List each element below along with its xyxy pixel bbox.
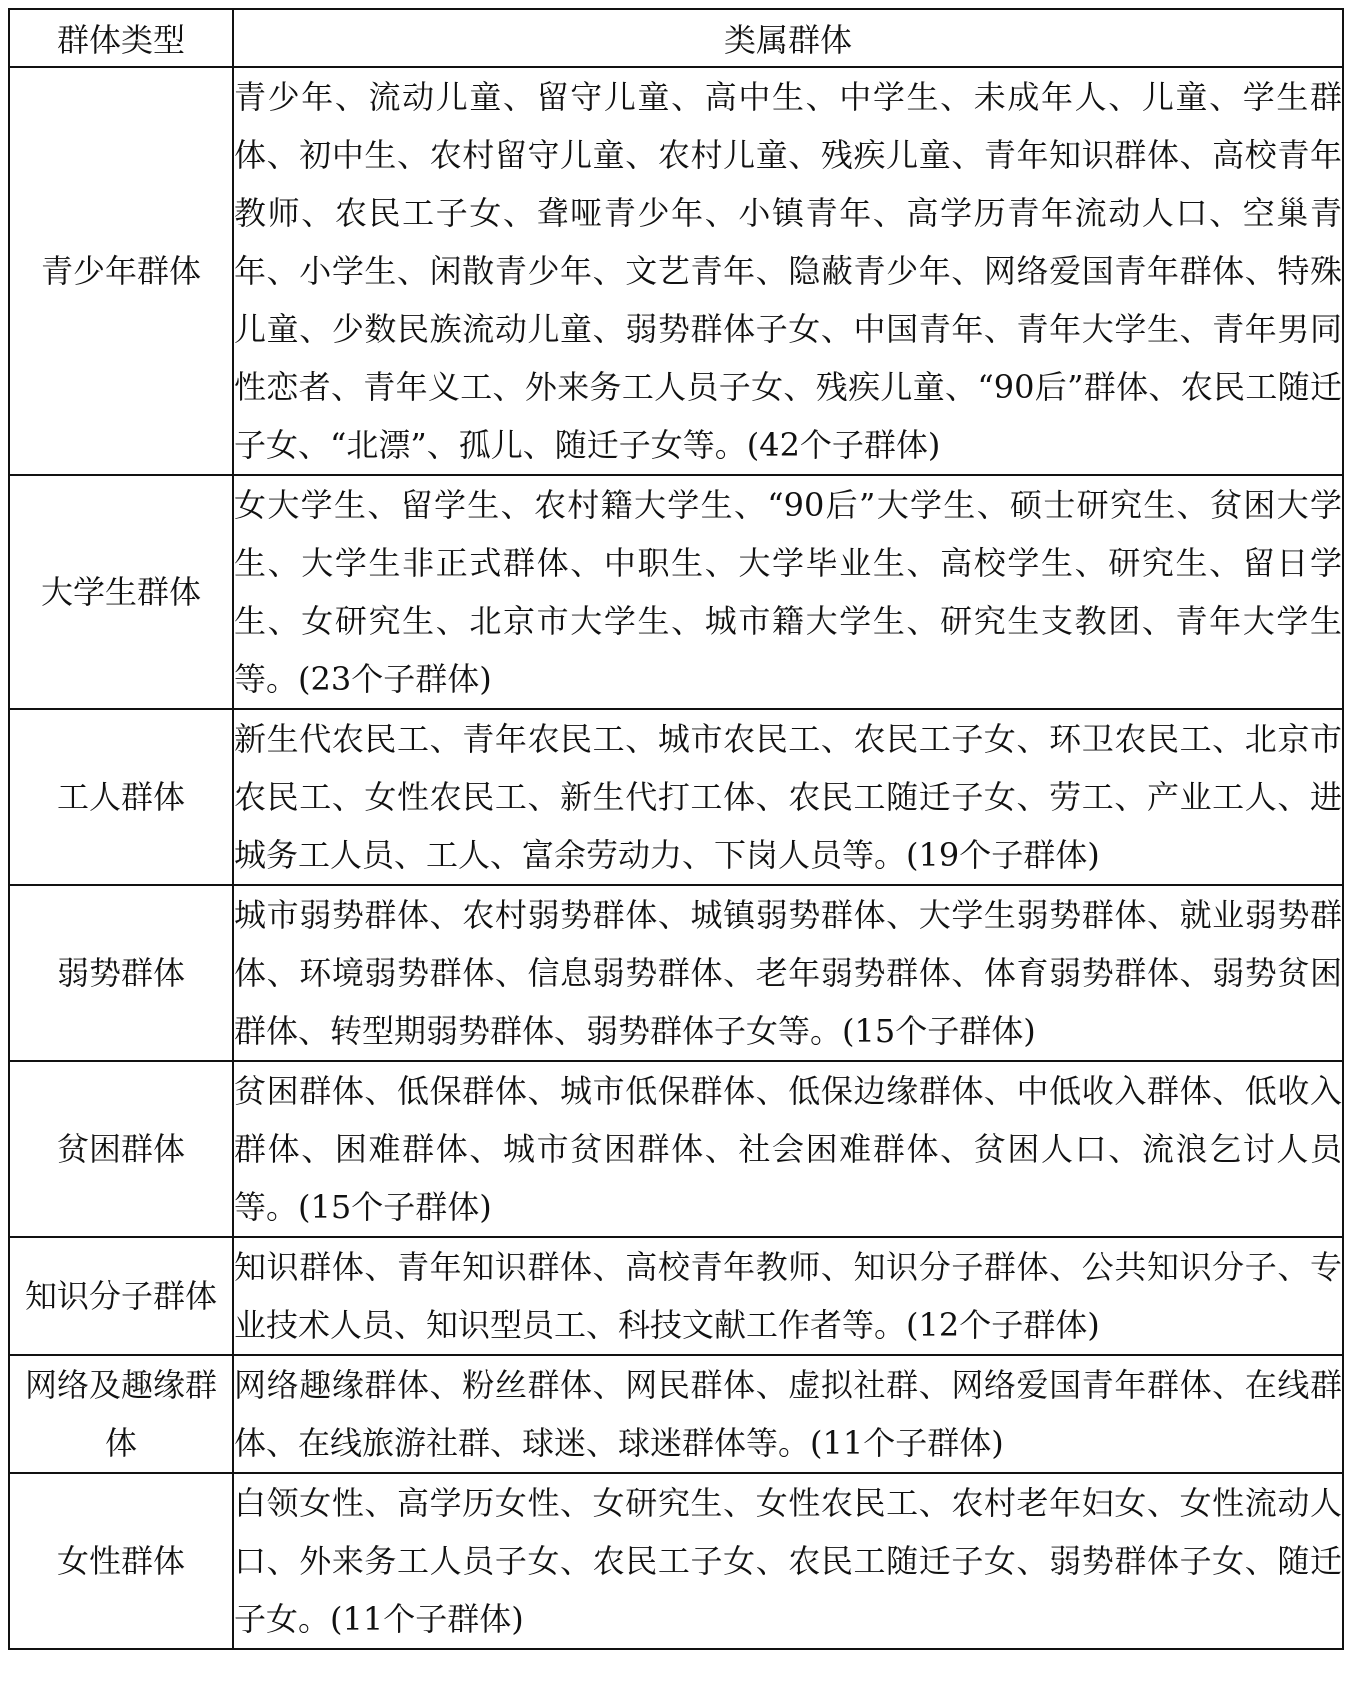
sub-groups-cell: 知识群体、青年知识群体、高校青年教师、知识分子群体、公共知识分子、专业技术人员、知识型员工、科技文献工作者等。(12个子群体) xyxy=(233,1237,1343,1355)
sub-groups-cell: 女大学生、留学生、农村籍大学生、“90后”大学生、硕士研究生、贫困大学生、大学生非正式群体、中职生、大学毕业生、高校学生、研究生、留日学生、女研究生、北京市大学生、城市籍大学生、研究生支教团、青年大学生等。(23个子群体) xyxy=(233,475,1343,709)
table-row xyxy=(9,1061,1343,1237)
header-group-type: 群体类型 xyxy=(9,9,233,67)
table-row xyxy=(9,1355,1343,1473)
group-type-cell: 贫困群体 xyxy=(9,1061,233,1237)
table-row xyxy=(9,1237,1343,1355)
header-row xyxy=(9,9,1343,67)
group-classification-table xyxy=(8,8,1344,1650)
sub-groups-cell: 贫困群体、低保群体、城市低保群体、低保边缘群体、中低收入群体、低收入群体、困难群体、城市贫困群体、社会困难群体、贫困人口、流浪乞讨人员等。(15个子群体) xyxy=(233,1061,1343,1237)
group-type-cell: 弱势群体 xyxy=(9,885,233,1061)
group-type-cell: 女性群体 xyxy=(9,1473,233,1649)
sub-groups-cell: 新生代农民工、青年农民工、城市农民工、农民工子女、环卫农民工、北京市农民工、女性农民工、新生代打工体、农民工随迁子女、劳工、产业工人、进城务工人员、工人、富余劳动力、下岗人员等。(19个子群体) xyxy=(233,709,1343,885)
table-row xyxy=(9,709,1343,885)
group-type-cell: 大学生群体 xyxy=(9,475,233,709)
sub-groups-cell: 白领女性、高学历女性、女研究生、女性农民工、农村老年妇女、女性流动人口、外来务工人员子女、农民工子女、农民工随迁子女、弱势群体子女、随迁子女。(11个子群体) xyxy=(233,1473,1343,1649)
table-row xyxy=(9,1473,1343,1649)
group-type-cell: 知识分子群体 xyxy=(9,1237,233,1355)
table-row xyxy=(9,475,1343,709)
group-type-cell: 工人群体 xyxy=(9,709,233,885)
sub-groups-cell: 青少年、流动儿童、留守儿童、高中生、中学生、未成年人、儿童、学生群体、初中生、农村留守儿童、农村儿童、残疾儿童、青年知识群体、高校青年教师、农民工子女、聋哑青少年、小镇青年、高学历青年流动人口、空巢青年、小学生、闲散青少年、文艺青年、隐蔽青少年、网络爱国青年群体、特殊儿童、少数民族流动儿童、弱势群体子女、中国青年、青年大学生、青年男同性恋者、青年义工、外来务工人员子女、残疾儿童、“90后”群体、农民工随迁子女、“北漂”、孤儿、随迁子女等。(42个子群体) xyxy=(233,67,1343,475)
group-type-cell: 青少年群体 xyxy=(9,67,233,475)
sub-groups-cell: 城市弱势群体、农村弱势群体、城镇弱势群体、大学生弱势群体、就业弱势群体、环境弱势群体、信息弱势群体、老年弱势群体、体育弱势群体、弱势贫困群体、转型期弱势群体、弱势群体子女等。(15个子群体) xyxy=(233,885,1343,1061)
header-sub-groups: 类属群体 xyxy=(233,9,1343,67)
table-row xyxy=(9,67,1343,475)
sub-groups-cell: 网络趣缘群体、粉丝群体、网民群体、虚拟社群、网络爱国青年群体、在线群体、在线旅游社群、球迷、球迷群体等。(11个子群体) xyxy=(233,1355,1343,1473)
table-row xyxy=(9,885,1343,1061)
group-type-cell: 网络及趣缘群体 xyxy=(9,1355,233,1473)
